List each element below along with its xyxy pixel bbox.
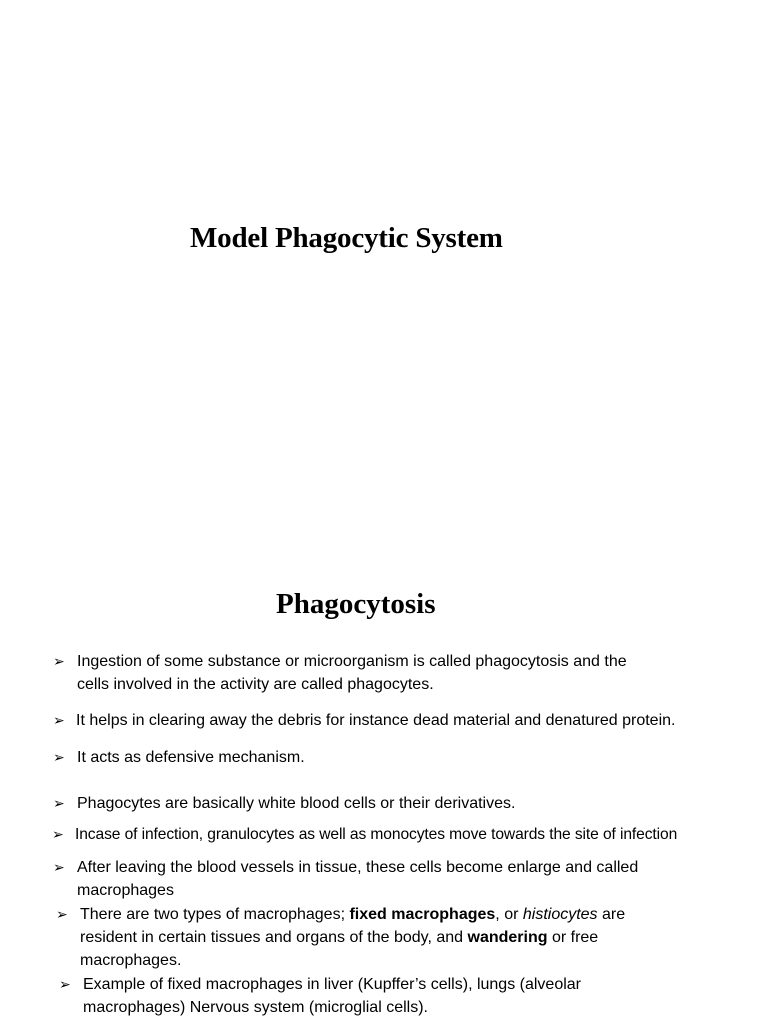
slide-title: Model Phagocytic System <box>190 222 503 254</box>
section-heading: Phagocytosis <box>276 588 436 620</box>
text-run: or free <box>547 929 599 946</box>
bullet-line <box>80 903 625 926</box>
bullet-line: Example of fixed macrophages in liver (Kupffer’s cells), lungs (alveolar <box>83 976 582 993</box>
arrow-bullet-icon: ➢ <box>53 712 65 728</box>
bullet-line: macrophages. <box>80 952 182 969</box>
bullet-line: It acts as defensive mechanism. <box>77 749 305 766</box>
emphasis-wandering: wandering <box>467 929 548 946</box>
arrow-bullet-icon: ➢ <box>53 653 65 669</box>
emphasis-histiocytes: histiocytes <box>522 906 598 923</box>
bullet-line: It helps in clearing away the debris for instance dead material and denatured protein. <box>76 712 676 729</box>
text-run: There are two types of macrophages; <box>80 906 350 923</box>
bullet-line <box>80 926 625 949</box>
arrow-bullet-icon: ➢ <box>53 795 65 811</box>
arrow-bullet-icon: ➢ <box>53 749 65 765</box>
bullet-line: Phagocytes are basically white blood cells or their derivatives. <box>77 795 516 812</box>
arrow-bullet-icon: ➢ <box>52 826 64 842</box>
bullet-line: After leaving the blood vessels in tissue, these cells become enlarge and called <box>77 859 639 876</box>
text-run: , or <box>495 906 523 923</box>
arrow-bullet-icon: ➢ <box>53 859 65 875</box>
arrow-bullet-icon: ➢ <box>56 906 68 922</box>
text-run: resident in certain tissues and organs of the body, and <box>80 929 468 946</box>
bullet-line: macrophages <box>77 882 174 899</box>
bullet-line: macrophages) Nervous system (microglial cells). <box>83 999 428 1016</box>
arrow-bullet-icon: ➢ <box>59 976 71 992</box>
bullet-line: Ingestion of some substance or microorganism is called phagocytosis and the <box>77 653 627 670</box>
text-run: are <box>597 906 626 923</box>
bullet-line: Incase of infection, granulocytes as well as monocytes move towards the site of infection <box>75 826 678 843</box>
emphasis-fixed-macrophages: fixed macrophages <box>349 906 496 923</box>
bullet-line: cells involved in the activity are called phagocytes. <box>77 676 434 693</box>
